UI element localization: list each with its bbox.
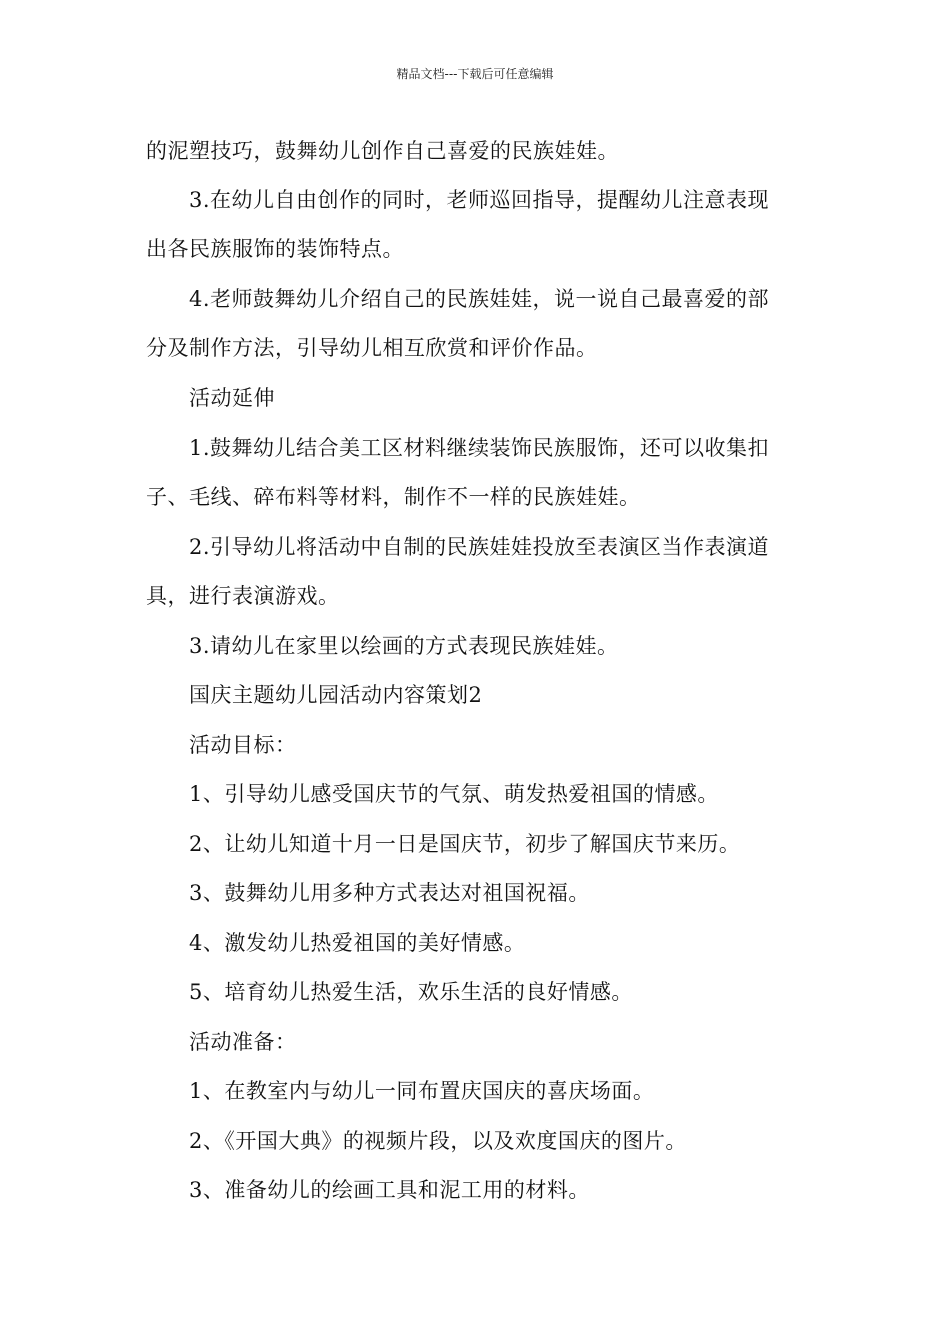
list-item: 4、激发幼儿热爱祖国的美好情感。: [189, 931, 526, 955]
paragraph-line: 1.鼓舞幼儿结合美工区材料继续装饰民族服饰，还可以收集扣: [189, 436, 770, 460]
paragraph-line: 的泥塑技巧，鼓舞幼儿创作自己喜爱的民族娃娃。: [146, 139, 619, 163]
paragraph-line: 3.在幼儿自由创作的同时，老师巡回指导，提醒幼儿注意表现: [189, 188, 770, 212]
section-heading: 活动延伸: [189, 386, 275, 410]
paragraph-line: 具，进行表演游戏。: [146, 584, 340, 608]
list-item: 2、让幼儿知道十月一日是国庆节，初步了解国庆节来历。: [189, 832, 741, 856]
page-header: 精品文档---下载后可任意编辑: [396, 67, 554, 81]
paragraph-line: 4.老师鼓舞幼儿介绍自己的民族娃娃，说一说自己最喜爱的部: [189, 287, 770, 311]
paragraph-line: 子、毛线、碎布料等材料，制作不一样的民族娃娃。: [146, 485, 641, 509]
list-item: 3、鼓舞幼儿用多种方式表达对祖国祝福。: [189, 881, 590, 905]
paragraph-line: 3.请幼儿在家里以绘画的方式表现民族娃娃。: [189, 634, 619, 658]
list-item: 5、培育幼儿热爱生活，欢乐生活的良好情感。: [189, 980, 633, 1004]
section-heading: 活动目标：: [189, 733, 297, 757]
list-item: 1、在教室内与幼儿一同布置庆国庆的喜庆场面。: [189, 1079, 655, 1103]
list-item: 1、引导幼儿感受国庆节的气氛、萌发热爱祖国的情感。: [189, 782, 719, 806]
paragraph-line: 分及制作方法，引导幼儿相互欣赏和评价作品。: [146, 336, 598, 360]
paragraph-line: 2.引导幼儿将活动中自制的民族娃娃投放至表演区当作表演道: [189, 535, 770, 559]
list-item: 2、《开国大典》的视频片段，以及欢度国庆的图片。: [189, 1129, 687, 1153]
section-heading: 活动准备：: [189, 1030, 297, 1054]
list-item: 3、准备幼儿的绘画工具和泥工用的材料。: [189, 1178, 590, 1202]
paragraph-line: 出各民族服饰的装饰特点。: [146, 237, 404, 261]
document-title: 国庆主题幼儿园活动内容策划2: [189, 683, 483, 707]
